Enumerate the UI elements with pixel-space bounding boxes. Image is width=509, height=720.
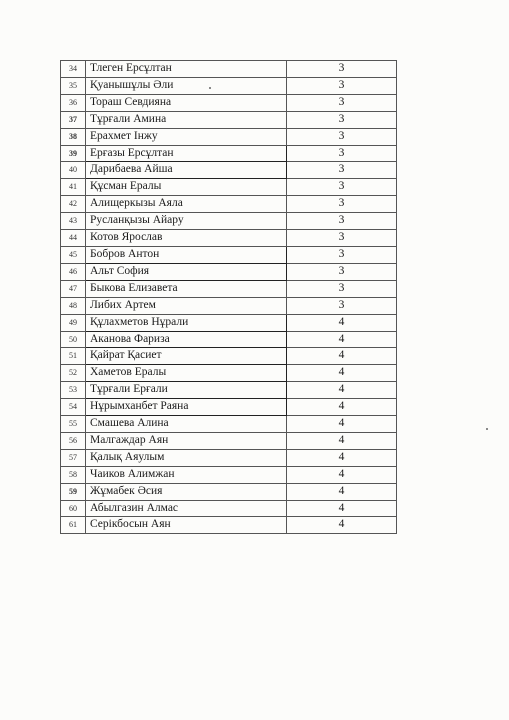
student-name-cell: Құсман Ералы: [86, 179, 287, 196]
student-name-cell: Тораш Севдияна: [86, 94, 287, 111]
student-name-cell: Аканова Фариза: [86, 331, 287, 348]
score-cell: 3: [287, 145, 397, 162]
table-row: [61, 213, 397, 230]
student-name-cell: Тлеген Ерсұлтан: [86, 61, 287, 78]
student-name-cell: Серікбосын Аян: [86, 517, 287, 534]
row-number-cell: 50: [61, 331, 86, 348]
table-row: [61, 500, 397, 517]
score-cell: 3: [287, 213, 397, 230]
student-name-cell: Смашева Алина: [86, 416, 287, 433]
score-cell: 3: [287, 246, 397, 263]
row-number-cell: 45: [61, 246, 86, 263]
student-name-cell: Чаиков Алимжан: [86, 466, 287, 483]
score-cell: 3: [287, 297, 397, 314]
score-cell: 3: [287, 162, 397, 179]
table-row: [61, 297, 397, 314]
table-row: [61, 280, 397, 297]
score-cell: 3: [287, 61, 397, 78]
row-number-cell: 46: [61, 263, 86, 280]
table-row: [61, 263, 397, 280]
row-number-cell: 37: [61, 111, 86, 128]
student-name-cell: Абылгазин Алмас: [86, 500, 287, 517]
student-score-table: [60, 60, 397, 534]
score-cell: 4: [287, 483, 397, 500]
score-cell: 3: [287, 230, 397, 247]
row-number-cell: 44: [61, 230, 86, 247]
table-row: [61, 179, 397, 196]
score-cell: 4: [287, 416, 397, 433]
row-number-cell: 47: [61, 280, 86, 297]
row-number-cell: 57: [61, 449, 86, 466]
row-number-cell: 59: [61, 483, 86, 500]
row-number-cell: 35: [61, 77, 86, 94]
score-cell: 3: [287, 77, 397, 94]
table-row: [61, 246, 397, 263]
student-name-cell: Қалық Аяулым: [86, 449, 287, 466]
student-name-cell: Хаметов Ералы: [86, 365, 287, 382]
table-row: [61, 517, 397, 534]
table-row: [61, 466, 397, 483]
student-name-cell: Дарибаева Айша: [86, 162, 287, 179]
score-cell: 3: [287, 196, 397, 213]
table-row: [61, 331, 397, 348]
row-number-cell: 58: [61, 466, 86, 483]
score-cell: 4: [287, 449, 397, 466]
student-name-cell: Бобров Антон: [86, 246, 287, 263]
row-number-cell: 56: [61, 432, 86, 449]
score-cell: 3: [287, 179, 397, 196]
table-row: [61, 128, 397, 145]
row-number-cell: 52: [61, 365, 86, 382]
row-number-cell: 36: [61, 94, 86, 111]
row-number-cell: 55: [61, 416, 86, 433]
score-cell: 4: [287, 432, 397, 449]
row-number-cell: 43: [61, 213, 86, 230]
table-row: [61, 145, 397, 162]
row-number-cell: 54: [61, 399, 86, 416]
table-body: [61, 61, 397, 534]
table-row: [61, 348, 397, 365]
table-row: [61, 196, 397, 213]
table-row: [61, 399, 397, 416]
table-row: [61, 483, 397, 500]
table-row: [61, 449, 397, 466]
row-number-cell: 51: [61, 348, 86, 365]
student-name-cell: Қуанышұлы Әли: [86, 77, 287, 94]
table-row: [61, 94, 397, 111]
row-number-cell: 42: [61, 196, 86, 213]
student-name-cell: Котов Ярослав: [86, 230, 287, 247]
table-row: [61, 314, 397, 331]
score-cell: 4: [287, 517, 397, 534]
student-name-cell: Құлахметов Нұрали: [86, 314, 287, 331]
row-number-cell: 34: [61, 61, 86, 78]
student-name-cell: Жұмабек Әсия: [86, 483, 287, 500]
student-name-cell: Нұрымханбет Раяна: [86, 399, 287, 416]
score-cell: 4: [287, 314, 397, 331]
student-name-cell: Ерғазы Ерсұлтан: [86, 145, 287, 162]
student-name-cell: Қайрат Қасиет: [86, 348, 287, 365]
table-row: [61, 77, 397, 94]
table-row: [61, 61, 397, 78]
table-row: [61, 111, 397, 128]
score-cell: 3: [287, 128, 397, 145]
score-cell: 4: [287, 399, 397, 416]
table-row: [61, 416, 397, 433]
score-cell: 3: [287, 263, 397, 280]
score-cell: 4: [287, 365, 397, 382]
table-row: [61, 162, 397, 179]
score-cell: 3: [287, 280, 397, 297]
row-number-cell: 53: [61, 382, 86, 399]
scan-speck: [209, 87, 211, 89]
student-name-cell: Либих Артем: [86, 297, 287, 314]
row-number-cell: 48: [61, 297, 86, 314]
table-row: [61, 230, 397, 247]
student-name-cell: Альт София: [86, 263, 287, 280]
score-cell: 4: [287, 348, 397, 365]
score-cell: 4: [287, 500, 397, 517]
score-cell: 4: [287, 331, 397, 348]
table-row: [61, 365, 397, 382]
student-name-cell: Русланқызы Айару: [86, 213, 287, 230]
table-row: [61, 432, 397, 449]
row-number-cell: 38: [61, 128, 86, 145]
row-number-cell: 60: [61, 500, 86, 517]
row-number-cell: 49: [61, 314, 86, 331]
student-name-cell: Ерахмет Інжу: [86, 128, 287, 145]
row-number-cell: 41: [61, 179, 86, 196]
row-number-cell: 39: [61, 145, 86, 162]
scan-speck: [486, 428, 488, 430]
score-cell: 4: [287, 466, 397, 483]
student-name-cell: Тұрғали Амина: [86, 111, 287, 128]
student-name-cell: Быкова Елизавета: [86, 280, 287, 297]
row-number-cell: 61: [61, 517, 86, 534]
row-number-cell: 40: [61, 162, 86, 179]
score-cell: 3: [287, 94, 397, 111]
score-cell: 4: [287, 382, 397, 399]
student-name-cell: Алищеркызы Аяла: [86, 196, 287, 213]
table-row: [61, 382, 397, 399]
student-name-cell: Тұрғали Ерғали: [86, 382, 287, 399]
score-cell: 3: [287, 111, 397, 128]
student-name-cell: Малгаждар Аян: [86, 432, 287, 449]
